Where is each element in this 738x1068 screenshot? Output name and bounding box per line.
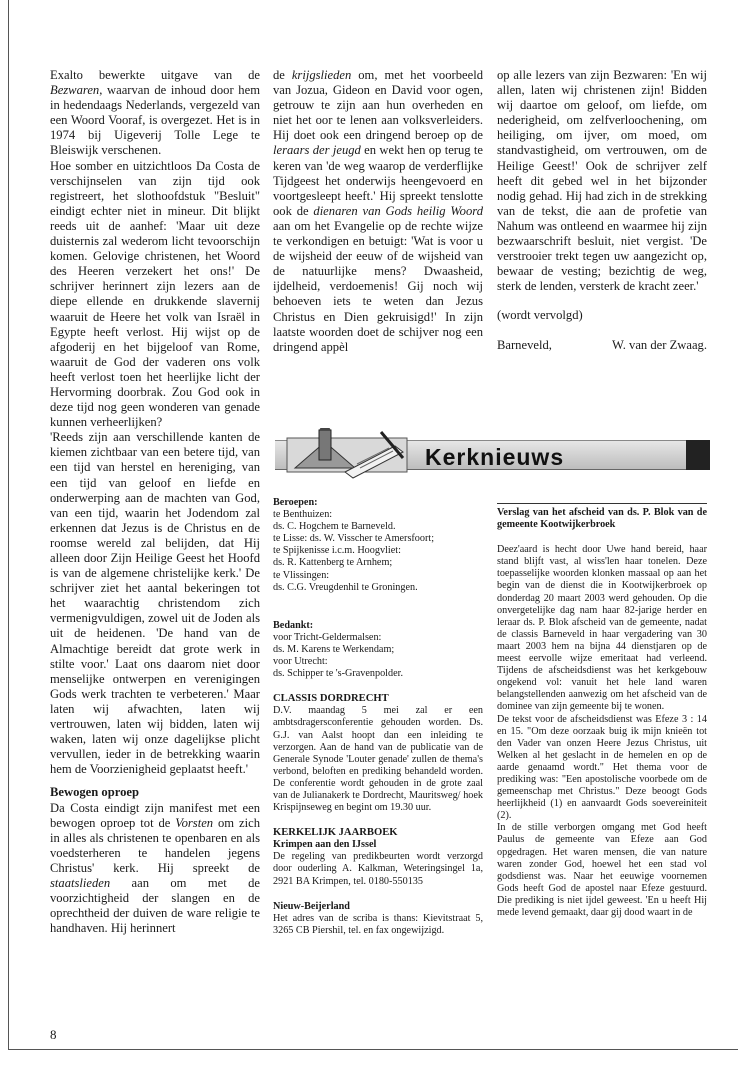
church-illustration-icon <box>285 428 415 482</box>
news-column-left <box>273 497 483 937</box>
nieuw-beijerland-heading: Nieuw-Beijerland <box>273 900 350 912</box>
news-paragraph: D.V. maandag 5 mei zal er een ambtsdragersconferentie gehouden worden. Ds. G.J. van Aalst hoopt dan een inleiding te verzorgen. Aan de hand van de publicatie van de Generale Synode 'Louter genade' zullen de thema's verbond, beloften en prediking behandeld worden. De conferentie wordt gehouden in de grote zaal van de Julianakerk te Dordrecht, Mauritsweg/ hoek Krispijnseweg en begint om 19.30 uur. <box>273 705 483 814</box>
news-paragraph: De regeling van predikbeurten wordt verzorgd door ouderling A. Kalkman, Weteringsingel 1a, 2921 BA Krimpen, tel. 0180-550135 <box>273 851 483 887</box>
news-paragraph: In de stille verborgen omgang met God heeft Paulus de gemeente van Efeze aan God opgedragen. Het waren mensen, die van nature waren zonder God, hoewel het een stad vol godsdienst was. Naar het eeuwige voornemen Gods heeft God de apostel naar Efeze gestuurd. Die prediking is niet ijdel geweest. 'En u heeft Hij mede levend gemaakt, daar gij dood waart in de <box>497 822 707 918</box>
page-number: 8 <box>50 1027 57 1042</box>
signature-place: Barneveld, <box>497 337 552 352</box>
news-paragraph: Het adres van de scriba is thans: Kievitstraat 5, 3265 CB Piershil, tel. en fax ongewijzigd. <box>273 912 483 936</box>
jaarboek-subheading: Krimpen aan den IJssel <box>273 839 377 851</box>
news-column-right <box>497 507 707 919</box>
signature-author: W. van der Zwaag. <box>612 337 707 352</box>
news-line: te Spijkenisse i.c.m. Hoogvliet: <box>273 545 401 557</box>
news-paragraph: Deez'aard is hecht door Uwe hand bereid, haar stand blijft vast, al wiss'len haar tonelen. Deze toepasselijke woorden klonken massaal op aan het begin van de dienst die in Kootwijkerbroek op donderdag 20 maart 2003 werd gehouden. Op die onvergetelijke dag nam haar 82-jarige herder en leraar ds. P. Blok afscheid van de gemeente, nadat de classis Barneveld in haar vergadering van 30 maart 2003 hem na bijna 44 dienstjaren op de meest eervolle wijze emeritaat had verleend. Tijdens de afscheidsdienst was het kerkgebouw ongekend vol: vanuit het hele land waren belangstellenden aanwezig om het afscheid van de dominee van zijn gemeente bij te wonen. <box>497 544 707 713</box>
signature-line <box>497 338 707 353</box>
paragraph: de krijgslieden om, met het voorbeeld van Jozua, Gideon en David voor ogen, getrouw te zijn aan hun overheden en niet het oor te lenen aan volksverleiders. Hij doet ook een dringend beroep op de leraars der jeugd en wekt hen op terug te keren van 'de weg waarop de verderflijke Tijdgeest het onderwijs heengevoerd en voortgesleept heeft.' Hij spreekt tenslotte ook de dienaren van Gods heilig Woord aan om het Evangelie op de rechte wijze te verkondigen en betuigt: 'Wat is voor u de wijsheid der eeuw of de wijsheid van de natuurlijke mens? Dwaasheid, ijdelheid, verdoemenis! Gij noch wij behoeven iets te weten dan Jezus Christus en Dien gekruisigd!' In zijn laatste woorden doet de schijver nog een dringend appèl <box>273 68 484 354</box>
paragraph: Exalto bewerkte uitgave van de Bezwaren, waarvan de inhoud door hem in hedendaags Nederlands, vergezeld van een Woord Vooraf, is overgezet. Het is in 1974 bij Uigeverij Tolle Lege te Bleiswijk verschenen. <box>50 68 260 158</box>
news-line: voor Tricht-Geldermalsen: <box>273 631 382 643</box>
kerknieuws-banner <box>275 430 710 480</box>
news-line: te Lisse: ds. W. Visscher te Amersfoort; <box>273 533 435 545</box>
news-line: te Vlissingen: <box>273 569 330 581</box>
banner-dark-block <box>686 440 710 470</box>
news-line: ds. Schipper te 's-Gravenpolder. <box>273 668 403 680</box>
article-column-2 <box>273 68 483 355</box>
news-line: te Benthuizen: <box>273 509 333 521</box>
news-line: ds. M. Karens te Werkendam; <box>273 643 395 655</box>
continued-note: (wordt vervolgd) <box>497 308 583 323</box>
news-line: voor Utrecht: <box>273 656 328 668</box>
news-line: ds. C. Hogchem te Barneveld. <box>273 521 396 533</box>
section-rule <box>497 503 707 504</box>
article-column-1 <box>50 68 260 936</box>
page-edge-bottom <box>8 1049 738 1050</box>
report-heading: Verslag van het afscheid van ds. P. Blok van de gemeente Kootwijkerbroek <box>497 507 707 531</box>
news-paragraph: De tekst voor de afscheidsdienst was Efeze 3 : 14 en 15. "Om deze oorzaak buig ik mijn knieën tot den Vader van onzen Heere Jezus Christus, uit Welken al het geslacht in de hemelen en op de aarde genaamd wordt." Het thema voor de prediking was: "Een apostolische voorbede om de gemeenschap met Christus." Deze beoogt Gods heerlijkheid (1) en aanvaardt Gods soevereiniteit (2). <box>497 713 707 822</box>
beroepen-heading: Beroepen: <box>273 497 318 508</box>
banner-title: Kerknieuws <box>425 444 565 470</box>
classis-heading: CLASSIS DORDRECHT <box>273 693 389 705</box>
article-column-3 <box>497 68 707 353</box>
jaarboek-heading: KERKELIJK JAARBOEK <box>273 827 398 839</box>
section-heading: Bewogen oproep <box>50 785 139 800</box>
bedankt-heading: Bedankt: <box>273 619 314 631</box>
page-edge-left <box>8 0 9 1050</box>
news-line: ds. R. Kattenberg te Arnhem; <box>273 557 393 569</box>
paragraph: op alle lezers van zijn Bezwaren: 'En wij allen, laten wij christenen zijn! Bidden wij daartoe om geloof, om liefde, om nederigheid, om zelfverloochening, om heiliging, om ijver, om moed, om standvastigheid, om vertrouwen, om de Heilige Geest!' Ook de schrijver zelf heeft dit gebed wel in het bijzonder nodig gehad. Hij had zich in de strekking van de tekst, die aan de profetie van Nahum was ontleend en waarmee hij zijn bezwaarschrift besluit, niet vergist. 'De verstrooier trekt tegen uw aangezicht op, bewaar de vesting; bezichtig de weg, sterk de lenden, versterk de kracht zeer.' <box>497 68 707 294</box>
news-line: ds. C.G. Vreugdenhil te Groningen. <box>273 581 418 593</box>
paragraph: Hoe somber en uitzichtloos Da Costa de verschijnselen van zijn tijd ook registreert, het slothoofdstuk "Besluit" eindigt echter niet in mineur. Dit blijkt reeds uit de aanhef: 'Maar uit deze duisternis zal wederom licht tevoorschijn komen. Gelovige christenen, het Woord des Heeren verzekert het ons!' De schrijver herinnert zijn lezers aan de diepe ellende en drukkende slavernij waaruit de Heere het volk van Israël in Egypte heeft verlost. Hij wijst op de afgoderij en het bijgeloof van Rome, waaruit de God der vaderen ons volk heeft verlost toen het heerlijke licht der Hervorming doorbrak. Zou God ook in deze tijd nog geen wonderen van genade kunnen verheerlijken? <box>50 158 260 430</box>
paragraph: 'Reeds zijn aan verschillende kanten de kiemen zichtbaar van een betere tijd, van een tijd van herstel en hereniging, van een tijd van geloof en liefde en onderwerping aan de machten van God, van een tijd, waarin het Jodendom zal erkennen dat Jezus is de Christus en de roomse wereld zal belijden, dat Hij alleen door Zijn Heilige Geest het Hoofd is van de algemene christelijke kerk.' De schrijver ziet het aantal bekeringen tot het waarachtig christendom zich vermenigvuldigen, zowel uit de Joden als uit de heidenen. 'De hand van de Almachtige bereidt dat grote werk in stilte voor.' Laat ons daarom niet door menselijke ontwerpen en verenigingen Gods werk trachten te verbeteren.' Maar laten wij afwachten, laten wij vertrouwen, laten wij bidden, laten wij waken, laten wij onze dagelijkse plicht vervullen, ieder in de betrekking waarin hem de Voorzienigheid geplaatst heeft.' <box>50 430 260 777</box>
paragraph: Da Costa eindigt zijn manifest met een bewogen oproep tot de Vorsten om zich in alles als christenen te openbaren en als voedsterheren te handelen jegens Christus' kerk. Hij spreekt de staatslieden aan om met de voorzichtigheid der slangen en de oprechtheid der duiven de ware religie te handhaven. Hij herinnert <box>50 800 260 936</box>
